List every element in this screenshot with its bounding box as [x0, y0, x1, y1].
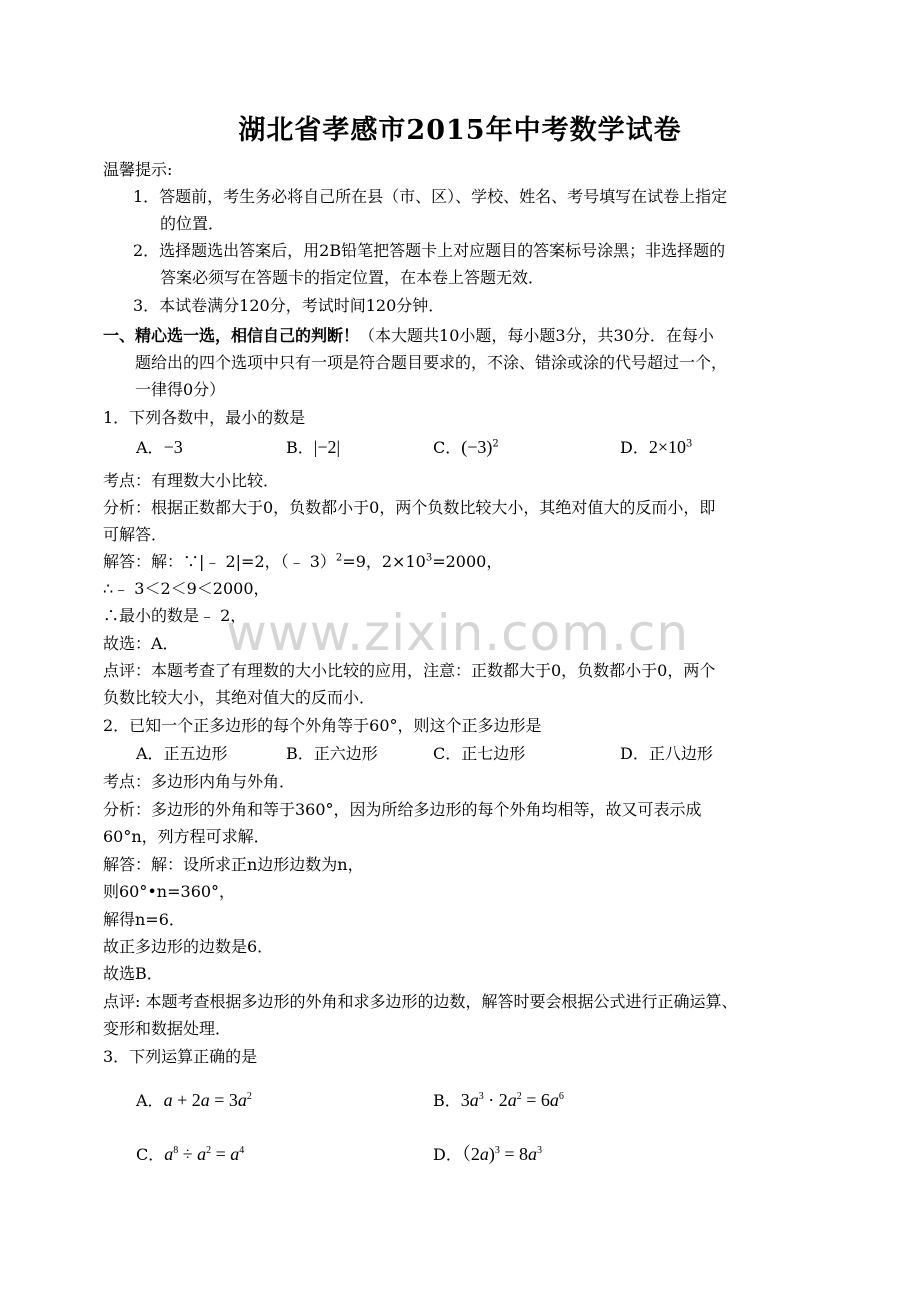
- q1-stem: 1．下列各数中，最小的数是: [103, 408, 306, 427]
- q1-option-b-expr: |−2|: [313, 437, 341, 457]
- q2-fenxi-2: 60°n，列方程可求解．: [103, 827, 270, 846]
- q1-option-d-label: D．: [620, 438, 649, 457]
- q3-option-d: [433, 1144, 542, 1165]
- q1-option-a-label: A．: [136, 438, 164, 457]
- section-label: 一、精心选一选，相信自己的判断！: [103, 326, 360, 345]
- q1-option-b: [286, 437, 340, 458]
- q3-option-d-expr: $(2a)^3 = 8a^3$: [461, 1144, 542, 1164]
- q1-jieda-1-part-b: =9，2×10: [342, 552, 426, 571]
- watermark: www.zixin.com.cn: [226, 604, 690, 662]
- q3-option-b-expr: $3a^3 \cdot 2a^2 = 6a^6$: [460, 1090, 564, 1110]
- q1-dianping-2: 负数比较大小，其绝对值大的反而小．: [103, 688, 376, 707]
- q2-option-b: B．正六边形: [286, 744, 378, 763]
- q1-option-d-expr: 2×10: [648, 437, 686, 457]
- tips-heading: 温馨提示:: [103, 160, 173, 179]
- q2-jieda-1: 解答：解：设所求正n边形边数为n，: [103, 855, 364, 874]
- q1-option-c-exp: 2: [492, 438, 499, 450]
- q1-jieda-1-part-c: =2000，: [432, 552, 503, 571]
- page-title: 湖北省孝感市2015年中考数学试卷: [238, 115, 682, 146]
- q1-option-c-label: C．: [433, 438, 462, 457]
- tip-2-line-2: 答案必须写在答题卡的指定位置，在本卷上答题无效．: [160, 268, 545, 287]
- q1-fenxi-1: 分析：根据正数都大于0，负数都小于0，两个负数比较大小，其绝对值大的反而小，即: [103, 498, 716, 517]
- q1-dianping-1: 点评：本题考查了有理数的大小比较的应用，注意：正数都大于0，负数都小于0，两个: [103, 661, 716, 680]
- q2-stem: 2．已知一个正多边形的每个外角等于60°，则这个正多边形是: [103, 716, 542, 735]
- section-instructions-1: （本大题共10小题，每小题3分，共30分．在每小: [359, 326, 714, 345]
- q3-option-a: [136, 1090, 252, 1111]
- q2-option-a: A．正五边形: [136, 744, 228, 763]
- q2-fenxi-1: 分析：多边形的外角和等于360°，因为所给多边形的每个外角均相等，故又可表示成: [103, 800, 702, 819]
- q2-option-c: C．正七边形: [433, 744, 526, 763]
- q1-kaodian: 考点：有理数大小比较．: [103, 471, 280, 490]
- q1-option-a: [136, 437, 183, 458]
- q2-kaodian: 考点：多边形内角与外角．: [103, 772, 296, 791]
- q1-option-a-expr: −3: [163, 437, 183, 457]
- q2-option-d: D．正八边形: [620, 744, 713, 763]
- q2-jieda-4: 故正多边形的边数是6．: [103, 937, 274, 956]
- q1-jieda-3: ∴最小的数是﹣ 2，: [103, 606, 247, 625]
- q2-dianping-1: 点评: 本题考查根据多边形的外角和求多边形的边数，解答时要会根据公式进行正确运算、: [103, 992, 738, 1011]
- q3-option-c: [136, 1144, 244, 1165]
- section-instructions-2: 题给出的四个选项中只有一项是符合题目要求的，不涂、错涂或涂的代号超过一个，: [135, 353, 728, 372]
- tip-3: 3．本试卷满分120分，考试时间120分钟．: [133, 296, 445, 315]
- q1-option-c: [433, 437, 499, 458]
- q1-option-c-expr: (−3): [461, 437, 493, 457]
- q3-option-b: [433, 1090, 564, 1111]
- q1-jieda-2: ∴﹣ 3＜2＜9＜2000，: [103, 579, 270, 598]
- tip-2-line-1: 2．选择题选出答案后，用2B铅笔把答题卡上对应题目的答案标号涂黑；非选择题的: [133, 241, 726, 260]
- tip-1-line-1: 1．答题前，考生务必将自己所在县（市、区）、学校、姓名、考号填写在试卷上指定: [133, 187, 728, 206]
- q3-stem: 3．下列运算正确的是: [103, 1047, 258, 1066]
- q3-option-c-expr: $a^8 \div a^2 = a^4$: [164, 1144, 245, 1164]
- section-heading: [103, 326, 714, 346]
- q3-option-d-label: D．: [433, 1145, 462, 1164]
- q3-option-c-label: C．: [136, 1145, 165, 1164]
- q1-jieda-1-exp-1: 2: [335, 552, 343, 564]
- q1-option-b-label: B．: [286, 438, 314, 457]
- q2-jieda-2: 则60°•n=360°，: [103, 882, 236, 901]
- q1-option-d: [620, 437, 692, 458]
- q1-answer: 故选：A．: [103, 634, 179, 653]
- section-instructions-3: 一律得0分）: [135, 380, 226, 399]
- tip-1-line-2: 的位置．: [160, 214, 225, 233]
- q1-jieda-1-part-a: 解答：解：∵|﹣ 2|=2，（﹣ 3）: [103, 552, 336, 571]
- q3-option-a-label: A．: [136, 1091, 164, 1110]
- q3-option-b-label: B．: [433, 1091, 461, 1110]
- q3-option-a-expr: $a + 2a = 3a^2$: [163, 1090, 252, 1110]
- q2-jieda-3: 解得n=6．: [103, 910, 185, 929]
- q1-option-d-exp: 3: [686, 438, 693, 450]
- q1-jieda-1-exp-2: 3: [425, 552, 433, 564]
- q2-answer: 故选B．: [103, 964, 163, 983]
- q1-jieda-1: [103, 552, 502, 572]
- q1-fenxi-2: 可解答．: [103, 525, 168, 544]
- q2-dianping-2: 变形和数据处理．: [103, 1019, 232, 1038]
